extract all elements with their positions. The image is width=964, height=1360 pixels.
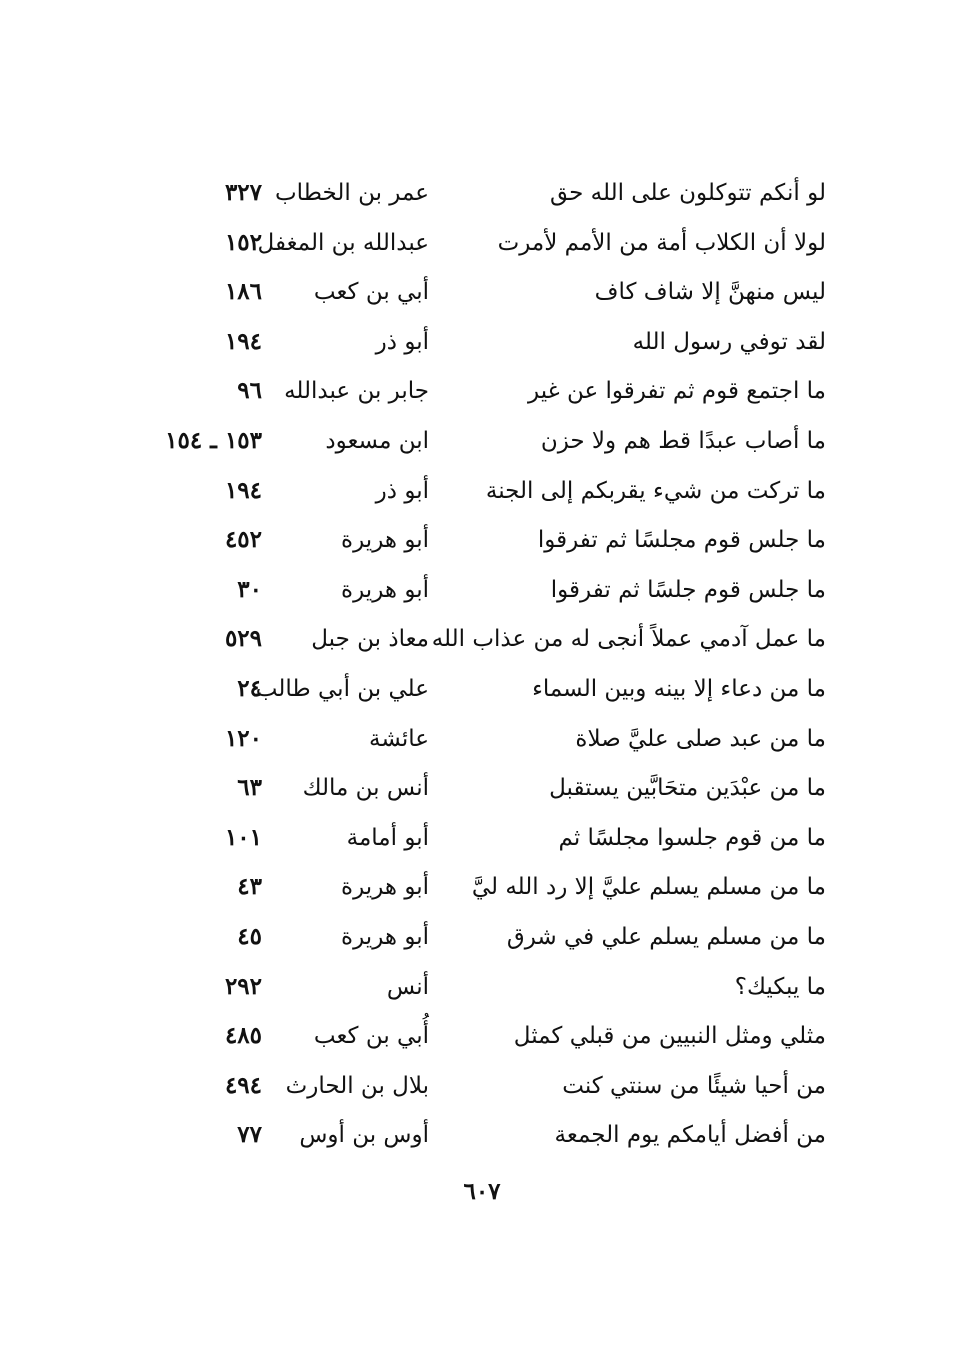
narrator-name: ابن مسعود [325,427,429,454]
index-row [0,1013,964,1063]
index-row [0,170,964,220]
hadith-text: ليس منهنَّ إلا شاف كاف [594,279,826,306]
narrator-name: أبو هريرة [341,874,429,901]
hadith-text: ما من عبد صلى عليَّ صلاة [575,725,826,752]
index-row [0,716,964,766]
page-reference: ٢٤ [237,674,262,702]
page-reference: ٤٣ [237,873,262,901]
hadith-text: ما أصاب عبدًا قط هم ولا حزن [540,427,826,454]
page-reference: ١٩٤ [224,476,262,504]
narrator-name: أُبي بن كعب [313,1023,429,1050]
narrator-name: أنس [386,973,429,1000]
index-row [0,220,964,270]
narrator-name: أبو هريرة [341,527,429,554]
narrator-name: أنس بن مالك [302,775,429,802]
narrator-name: عائشة [369,725,429,752]
index-row [0,765,964,815]
index-row [0,815,964,865]
page-reference: ٦٣ [237,774,262,802]
narrator-name: أبو ذر [375,328,429,355]
hadith-text: ما يبكيك؟ [734,973,826,1000]
hadith-text: ما جلس قوم مجلسًا ثم تفرقوا [537,527,826,554]
index-row [0,864,964,914]
index-row [0,1112,964,1162]
hadith-text: من أفضل أيامكم يوم الجمعة [554,1122,826,1149]
hadith-text: ما جلس قوم جلسًا ثم تفرقوا [550,576,826,603]
page-reference: ٥٢٩ [224,625,262,653]
page-reference: ٤٥ [237,922,262,950]
narrator-name: عبدالله بن المغفل [257,229,429,256]
narrator-name: معاذ بن جبل [311,626,429,653]
narrator-name: بلال بن الحارث [285,1072,429,1099]
index-row [0,616,964,666]
page-reference: ٤٩٤ [224,1071,262,1099]
index-row [0,1063,964,1113]
hadith-text: ما من عبْدَين متحَابَّين يستقبل [549,775,826,802]
page-reference: ٣٠ [237,575,262,603]
index-row [0,368,964,418]
index-row [0,517,964,567]
hadith-text: ما اجتمع قوم ثم تفرقوا عن غير [528,378,826,405]
narrator-name: عمر بن الخطاب [274,180,429,206]
page-reference: ١٢٠ [224,724,262,752]
narrator-name: أبو هريرة [341,576,429,603]
narrator-name: أبو ذر [375,477,429,504]
page-reference: ٤٥٢ [224,526,262,554]
index-row [0,567,964,617]
index-row [0,468,964,518]
hadith-index-table [0,170,964,1162]
hadith-text: ما من مسلم يسلم علي في شرق [506,923,826,950]
page-reference: ١٥٢ [224,228,262,256]
index-row [0,964,964,1014]
index-row [0,418,964,468]
hadith-text: لولا أن الكلاب أمة من الأمم لأمرت [497,229,826,256]
narrator-name: جابر بن عبدالله [284,378,429,405]
hadith-text: ما تركت من شيء يقربكم إلى الجنة [485,477,826,504]
narrator-name: أبو هريرة [341,923,429,950]
page-reference: ٤٨٥ [224,1022,262,1050]
narrator-name: أوس بن أوس [299,1122,429,1149]
index-row [0,269,964,319]
page-reference: ٢٩٢ [224,972,262,1000]
hadith-text: لو أنكم تتوكلون على الله حق [549,180,826,206]
hadith-text: لقد توفي رسول الله [632,328,826,355]
page-reference: ١٩٤ [224,327,262,355]
hadith-text: ما من قوم جلسوا مجلسًا ثم [558,824,826,851]
page-reference: ٧٧ [237,1121,262,1149]
narrator-name: أبي بن كعب [313,279,429,306]
index-row [0,666,964,716]
hadith-text: ما عمل آدمي عملاً أنجى له من عذاب الله [431,626,826,653]
narrator-name: أبو أمامة [346,824,429,851]
hadith-text: من أحيا شيئًا من سنتي كنت [562,1072,826,1099]
page-number: ٦٠٧ [463,1178,501,1205]
page-reference: ٩٦ [237,377,262,405]
hadith-text: مثلي ومثل النبيين من قبلي كمثل [513,1023,826,1050]
index-row [0,319,964,369]
index-row [0,914,964,964]
hadith-text: ما من مسلم يسلم عليَّ إلا رد الله ليَّ [471,874,826,901]
page-reference: ١٠١ [224,823,262,851]
page-reference: ١٥٣ ـ ١٥٤ [165,426,262,454]
page-reference: ٣٢٧ [224,179,262,206]
hadith-text: ما من دعاء إلا بينه وبين السماء [532,675,826,702]
narrator-name: علي بن أبي طالب [255,675,429,702]
page-reference: ١٨٦ [224,278,262,306]
